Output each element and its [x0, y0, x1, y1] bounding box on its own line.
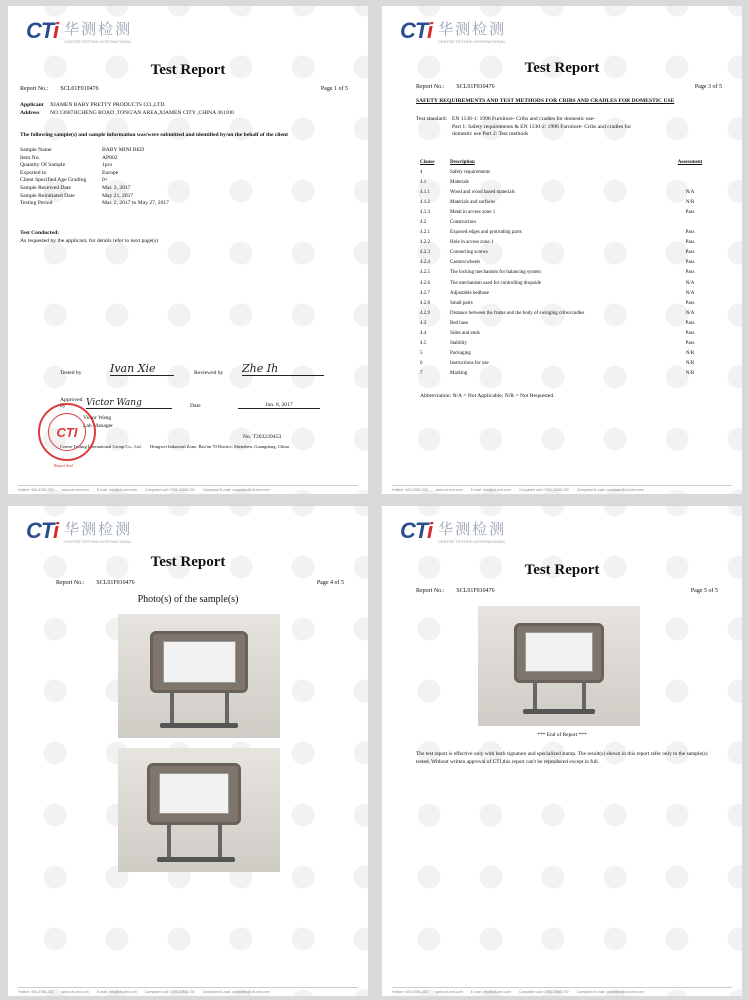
assessment-cell: Pass — [685, 230, 695, 236]
reviewed-signature: Zhe Ih — [242, 362, 324, 376]
clause-cell: 4.5 — [420, 341, 427, 347]
clause-cell: 4.2 — [420, 220, 427, 226]
report-number: SCL01F010476 — [456, 84, 495, 90]
table-row — [420, 197, 710, 207]
assessment-cell: N/R — [685, 361, 695, 367]
applicant-block: Applicant XIAMEN BABY PRETTY PRODUCTS CO.,LTD. Address NO.13687JICHENG ROAD ,TONG'AN AREA,XIAMEN CITY ,CHINA 361100 — [20, 102, 234, 116]
disclaimer-text: The test report is effective only with both signature and specialized stamp. The result(s) shown in this report refer only to the sample(s) tested. Without written approval of CTI,this report can't be reproduced except in full. — [416, 751, 708, 765]
description-cell: Castors/wheels — [450, 260, 481, 266]
test-conducted-label: Test Conducted: — [20, 230, 60, 236]
field-value: Europe — [102, 169, 119, 176]
stamp-caption: Report Seal — [54, 463, 73, 468]
logo-english: CENTRE TESTING INTERNATIONAL — [438, 39, 506, 44]
field-value: 0+ — [102, 177, 108, 184]
table-row — [420, 359, 710, 369]
page-title: Test Report — [150, 554, 226, 570]
description-cell: The mechanism used for controlling dropside — [450, 280, 541, 286]
sample-field-row — [20, 185, 169, 193]
field-value: BABY MINI BED — [102, 147, 145, 153]
logo-chinese: 华测检测 — [438, 20, 507, 38]
report-number: SCL01F010476 — [456, 588, 495, 594]
assessment-cell — [670, 167, 710, 177]
end-of-report: *** End of Report *** — [537, 732, 587, 738]
report-page-3 — [382, 6, 742, 494]
certificate-number: T203239453 — [252, 434, 282, 440]
approved-signature: Victor Wang — [86, 398, 172, 409]
page-number: Page 5 of 5 — [690, 588, 718, 594]
sample-field-row — [20, 162, 169, 170]
page-number: Page 4 of 5 — [316, 580, 344, 586]
cti-logo — [26, 518, 132, 544]
description-cell: Small parts — [450, 300, 473, 306]
field-value: 1pcs — [102, 162, 113, 169]
intro-text: The following sample(s) and sample information was/were submitted and identified by/on the behalf of the client — [20, 132, 288, 138]
table-row — [420, 288, 710, 298]
approver-name: Victor Wang — [83, 415, 112, 421]
description-cell: Marking — [450, 371, 468, 377]
assessment-cell: Pass — [685, 270, 695, 276]
field-label: Testing Period — [20, 200, 53, 207]
description-cell: Materials and surfaces — [450, 199, 495, 205]
test-standard: Test standard: EN 1130-1: 1996 Furniture- Cribs and cradles for domestic use- Part 1: Safety requirements & EN 1130-2: 1996 Furniture- Cribs and cradles for domestic use Part 2: Test methods — [416, 116, 632, 138]
clause-cell: 4.2.3 — [420, 250, 430, 256]
requirements-table — [420, 158, 710, 379]
address-value: NO.13687JICHENG ROAD ,TONG'AN AREA,XIAMEN CITY ,CHINA 361100 — [50, 109, 234, 116]
table-row — [420, 308, 710, 318]
company-name: Centre Testing International Group Co., Ltd. — [60, 444, 142, 449]
clause-cell: 4.1.1 — [420, 189, 430, 195]
report-number: SCL01F010476 — [96, 580, 135, 586]
clause-cell: 4.2.7 — [420, 290, 430, 296]
page-number: Page 1 of 5 — [320, 86, 348, 92]
description-cell: Hole in access zone 1 — [450, 240, 494, 246]
cti-logo-mark: CTi — [400, 518, 433, 543]
field-label: Sample Received Date — [20, 184, 71, 191]
page-title: Test Report — [150, 62, 226, 78]
applicant-value: XIAMEN BABY PRETTY PRODUCTS CO.,LTD. — [50, 102, 166, 108]
description-cell: Bed base — [450, 320, 469, 326]
table-row — [420, 339, 710, 349]
description-cell: Sides and ends — [450, 331, 480, 337]
report-header: Report No.: SCL01F010476 Page 3 of 5 — [416, 84, 722, 90]
logo-english: CENTRE TESTING INTERNATIONAL — [438, 539, 506, 544]
approver-title: Lab Manager — [83, 422, 113, 429]
field-value: May 21, 2017 — [102, 192, 134, 199]
field-label: Exported to — [20, 169, 47, 176]
table-row — [420, 207, 710, 217]
page-footer: Hotline: 400-6788-333 www.cti-cert.com E-mail: info@cti-cert.com Complaint call: 0755-33681700 Complaint E-mail: complaint@cti-cert.com — [392, 987, 732, 994]
clause-cell: 4 — [420, 169, 423, 175]
clause-cell: 4.2.5 — [420, 270, 430, 276]
description-cell: Connecting screws — [450, 250, 488, 256]
assessment-cell: Pass — [685, 250, 695, 256]
table-row — [420, 177, 710, 187]
page-footer: Hotline: 400-6788-333 www.cti-cert.com E-mail: info@cti-cert.com Complaint call: 0755-33681700 Complaint E-mail: complaint@cti-cert.com — [392, 485, 732, 492]
assessment-cell: N/R — [685, 351, 695, 357]
description-cell: Materials — [450, 179, 469, 185]
cti-logo-mark: CTi — [26, 18, 59, 43]
cti-logo-mark: CTi — [26, 518, 59, 543]
table-row — [420, 298, 710, 308]
table-row — [420, 258, 710, 268]
description-cell: Adjustable bedbase — [450, 290, 490, 296]
description-cell: Construction — [450, 220, 476, 226]
assessment-cell: Pass — [685, 240, 695, 246]
logo-chinese: 华测检测 — [64, 520, 133, 538]
clause-cell: 4.1 — [420, 179, 427, 185]
assessment-cell: N/R — [685, 371, 695, 377]
table-row — [420, 217, 710, 227]
description-cell: Packaging — [450, 351, 471, 357]
cti-logo — [400, 18, 506, 44]
report-header: Report No.: SCL01F010476 Page 5 of 5 — [416, 588, 718, 594]
tested-by-row: Tested by Ivan Xie Reviewed by Zhe Ih — [60, 362, 324, 376]
field-label: Client Specified Age Grading — [20, 177, 87, 184]
table-row — [420, 238, 710, 248]
description-cell: Metal in access zone 1 — [450, 209, 496, 215]
field-value: AP802 — [102, 154, 118, 161]
sample-field-row — [20, 147, 169, 155]
table-row — [420, 278, 710, 288]
sample-field-row — [20, 177, 169, 185]
assessment-cell — [670, 217, 710, 227]
report-header: Report No.: SCL01F010476 Page 1 of 5 — [20, 86, 348, 92]
clause-cell: 4.2.2 — [420, 240, 430, 246]
clause-cell: 4.4 — [420, 331, 427, 337]
company-address: Hongwei Industrial Zone, Bao'an 70 District, Shenzhen, Guangdong, China — [150, 444, 289, 449]
report-date: Jun. 8, 2017 — [238, 402, 320, 409]
sample-field-row — [20, 200, 169, 208]
report-page-5 — [382, 506, 742, 996]
sample-fields — [20, 147, 169, 208]
logo-chinese: 华测检测 — [64, 20, 133, 38]
clause-cell: 4.3 — [420, 320, 427, 326]
clause-cell: 4.2.8 — [420, 300, 430, 306]
logo-english: CENTRE TESTING INTERNATIONAL — [64, 39, 132, 44]
page-number: Page 3 of 5 — [694, 84, 722, 90]
field-label: Sample Name — [20, 147, 52, 153]
assessment-cell: Pass — [685, 260, 695, 266]
assessment-cell: N/A — [685, 290, 695, 296]
clause-cell: 4.2.1 — [420, 230, 430, 236]
table-row — [420, 268, 710, 278]
field-value: Mar. 2, 2017 to May 27, 2017 — [102, 200, 169, 207]
clause-cell: 4.2.4 — [420, 260, 430, 266]
table-row — [420, 369, 710, 379]
clause-cell: 4.2.6 — [420, 280, 430, 286]
clause-cell: 5 — [420, 351, 423, 357]
field-value: Mar. 2, 2017 — [102, 184, 131, 191]
table-row — [420, 167, 710, 177]
page-footer: Hotline: 400-6788-333 www.cti-cert.com E-mail: info@cti-cert.com Complaint call: 0755-33681700 Complaint E-mail: complaint@cti-cert.com — [18, 987, 358, 994]
page-footer: Hotline: 400-6788-333 www.cti-cert.com E-mail: info@cti-cert.com Complaint call: 0755-33681700 Complaint E-mail: complaint@cti-cert.com — [18, 485, 358, 492]
cti-logo-mark: CTi — [400, 18, 433, 43]
cti-logo — [400, 518, 506, 544]
assessment-cell: Pass — [685, 209, 695, 215]
assessment-cell: Pass — [685, 300, 695, 306]
table-row — [420, 318, 710, 328]
photos-title: Photo(s) of the sample(s) — [137, 594, 239, 605]
field-label: Sample Reinitiated Date — [20, 192, 75, 199]
page-title: Test Report — [524, 562, 600, 578]
sample-photo-2 — [118, 748, 280, 872]
description-cell: The locking mechanism for balancing system — [450, 270, 541, 276]
description-cell: Distance between the frame and the body of swinging cribs/cradles — [450, 310, 585, 316]
field-label: Quantity Of Sample — [20, 162, 66, 169]
clause-cell: 4.1.3 — [420, 209, 430, 215]
assessment-cell — [670, 177, 710, 187]
clause-cell: 6 — [420, 361, 423, 367]
clause-cell: 4.1.2 — [420, 199, 430, 205]
logo-english: CENTRE TESTING INTERNATIONAL — [64, 539, 132, 544]
table-row — [420, 228, 710, 238]
report-page-4 — [8, 506, 368, 996]
description-cell: Exposed edges and protruding parts — [450, 230, 522, 236]
cti-logo — [26, 18, 132, 44]
description-cell: Stability — [450, 341, 467, 347]
report-header: Report No.: SCL01F010476 Page 4 of 5 — [56, 580, 344, 586]
logo-chinese: 华测检测 — [438, 520, 507, 538]
table-row — [420, 248, 710, 258]
table-row — [420, 187, 710, 197]
field-label: Item No. — [20, 154, 40, 161]
assessment-cell: Pass — [685, 331, 695, 337]
sample-photo-3 — [478, 606, 640, 726]
table-row — [420, 349, 710, 359]
page-title: Test Report — [524, 60, 600, 76]
sample-field-row — [20, 193, 169, 201]
table-row — [420, 329, 710, 339]
section-heading: SAFETY REQUIREMENTS AND TEST METHODS FOR CRIBS AND CRADLES FOR DOMESTIC USE — [416, 98, 675, 104]
table-header-row: Clause Description Assessment — [420, 160, 703, 165]
description-cell: Instructions for use — [450, 361, 489, 367]
report-seal-stamp: CTI — [38, 403, 96, 461]
abbreviation-note: Abbreviation: N/A = Not Applicable; N/R = Not Requested. — [420, 393, 555, 399]
tested-signature: Ivan Xie — [110, 362, 174, 376]
report-page-1: CTi 华测检测 CENTRE TESTING INTERNATIONAL Test Report Report No.: SCL01F010476 Page 1 of 5 Applicant XIAMEN BABY PRETTY PRODUCTS CO.,LTD. Address NO.13687JICHENG ROAD ,TONG'AN AREA,XIAMEN CITY ,CHINA 361100 The following sample(s) and sample information was/were submitted and identified by/on the behalf of the client Sample Name BABY MINI BED Item No. AP802 Quantity Of Sample 1pcs Exported to Europe Client Specified Age Grading 0+ Sample Received Date Mar. 2, 2017 Sample Reinitiated Date May 21, 2017 Testing Period Mar. 2, 2017 to May 27, 2017 Test Conducted: As requested by the applicant, for details refer to next page(s) Tested by Ivan Xie Reviewed by Zhe Ih Approved by Victor Wang Date Jun. 8, 2017 Victor Wang Lab Manager No. T203239453 Centre Testing International Group Co., Ltd. Hongwei Industrial Zone, Bao'an 70 District, Shenzhen, Guangdong, China CTI Report Seal Hotline: 400-6788-333 www.cti-cert.com E-mail: info@cti-cert.com Complaint call: 0755-33681700 Complaint E-mail: complaint@cti-cert.com — [8, 6, 368, 494]
description-cell: Safety requirements — [450, 169, 491, 175]
description-cell: Wood and wood based materials — [450, 189, 515, 195]
clause-cell: 4.2.9 — [420, 310, 430, 316]
assessment-cell: N/A — [685, 280, 695, 286]
clause-cell: 7 — [420, 371, 423, 377]
test-conducted-value: As requested by the applicant, for details refer to next page(s) — [20, 238, 159, 244]
report-number: SCL01F010476 — [60, 86, 99, 92]
assessment-cell: N/R — [685, 199, 695, 205]
assessment-cell: Pass — [685, 341, 695, 347]
approved-by-row: Approved by Victor Wang Date Jun. 8, 2017 — [60, 397, 320, 409]
assessment-cell: Pass — [685, 320, 695, 326]
assessment-cell: N/A — [685, 189, 695, 195]
assessment-cell: N/A — [685, 310, 695, 316]
sample-photo-1 — [118, 614, 280, 738]
